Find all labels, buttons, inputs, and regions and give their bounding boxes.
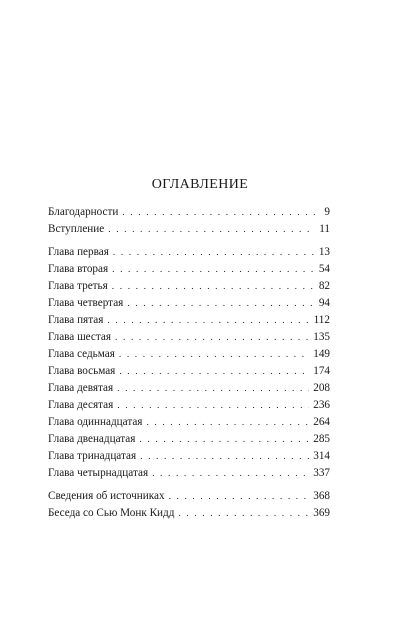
toc-entry-label: Вступление [48, 223, 105, 235]
toc-entry-page: 135 [313, 331, 330, 343]
toc-entry-label: Глава вторая [48, 263, 109, 275]
toc-entry[interactable] [48, 414, 330, 431]
toc-entry-page: 54 [318, 263, 330, 275]
toc-entry-page: 11 [319, 223, 330, 235]
toc-entry-page: 112 [313, 314, 330, 326]
toc-entry[interactable] [48, 221, 330, 238]
dot-leader [178, 506, 309, 522]
toc-entry[interactable] [48, 295, 330, 312]
table-of-contents [48, 204, 330, 528]
dot-leader [108, 222, 315, 238]
toc-entry-label: Глава первая [48, 246, 109, 258]
dot-leader [117, 381, 309, 397]
toc-entry-page: 285 [313, 433, 330, 445]
toc-entry[interactable] [48, 261, 330, 278]
toc-entry[interactable] [48, 244, 330, 261]
toc-entry[interactable] [48, 312, 330, 329]
toc-entry-page: 174 [313, 365, 330, 377]
toc-entry-label: Глава десятая [48, 399, 114, 411]
dot-leader [152, 466, 309, 482]
toc-entry-label: Глава седьмая [48, 348, 115, 360]
dot-leader [119, 364, 309, 380]
toc-entry-page: 314 [313, 450, 330, 462]
toc-entry[interactable] [48, 329, 330, 346]
toc-entry-label: Глава четвертая [48, 297, 124, 309]
toc-entry-page: 82 [318, 280, 330, 292]
dot-leader [112, 279, 315, 295]
toc-entry-label: Глава тринадцатая [48, 450, 137, 462]
toc-entry[interactable] [48, 397, 330, 414]
toc-entry-page: 9 [324, 206, 330, 218]
dot-leader [122, 205, 320, 221]
toc-entry[interactable] [48, 448, 330, 465]
toc-entry[interactable] [48, 278, 330, 295]
toc-entry-page: 13 [318, 246, 330, 258]
toc-entry-label: Глава восьмая [48, 365, 116, 377]
dot-leader [107, 313, 309, 329]
toc-entry-label: Беседа со Сью Монк Кидд [48, 507, 175, 519]
toc-entry[interactable] [48, 465, 330, 482]
dot-leader [117, 398, 309, 414]
toc-entry-page: 337 [313, 467, 330, 479]
dot-leader [140, 449, 309, 465]
page-title: ОГЛАВЛЕНИЕ [151, 177, 249, 192]
toc-chapters [48, 244, 330, 482]
toc-entry[interactable] [48, 505, 330, 522]
dot-leader [139, 432, 309, 448]
toc-entry-page: 208 [313, 382, 330, 394]
dot-leader [119, 347, 309, 363]
toc-entry-label: Сведения об источниках [48, 490, 165, 502]
toc-entry-label: Глава четырнадцатая [48, 467, 149, 479]
toc-entry-label: Благодарности [48, 206, 119, 218]
toc-entry[interactable] [48, 488, 330, 505]
toc-back-matter [48, 488, 330, 522]
dot-leader [127, 296, 314, 312]
toc-entry-label: Глава шестая [48, 331, 112, 343]
dot-leader [169, 489, 310, 505]
toc-entry-label: Глава третья [48, 280, 108, 292]
toc-entry-page: 368 [313, 490, 330, 502]
toc-entry-page: 94 [318, 297, 330, 309]
toc-front-matter [48, 204, 330, 238]
toc-entry-label: Глава девятая [48, 382, 114, 394]
dot-leader [112, 262, 315, 278]
dot-leader [146, 415, 309, 431]
toc-entry-label: Глава пятая [48, 314, 104, 326]
dot-leader [113, 245, 315, 261]
toc-entry[interactable] [48, 363, 330, 380]
toc-entry[interactable] [48, 431, 330, 448]
dot-leader [115, 330, 309, 346]
toc-entry-label: Глава одиннадцатая [48, 416, 143, 428]
toc-entry[interactable] [48, 204, 330, 221]
toc-entry-page: 369 [313, 507, 330, 519]
toc-entry-page: 236 [313, 399, 330, 411]
toc-entry-label: Глава двенадцатая [48, 433, 136, 445]
toc-entry-page: 149 [313, 348, 330, 360]
toc-entry-page: 264 [313, 416, 330, 428]
toc-entry[interactable] [48, 380, 330, 397]
toc-entry[interactable] [48, 346, 330, 363]
